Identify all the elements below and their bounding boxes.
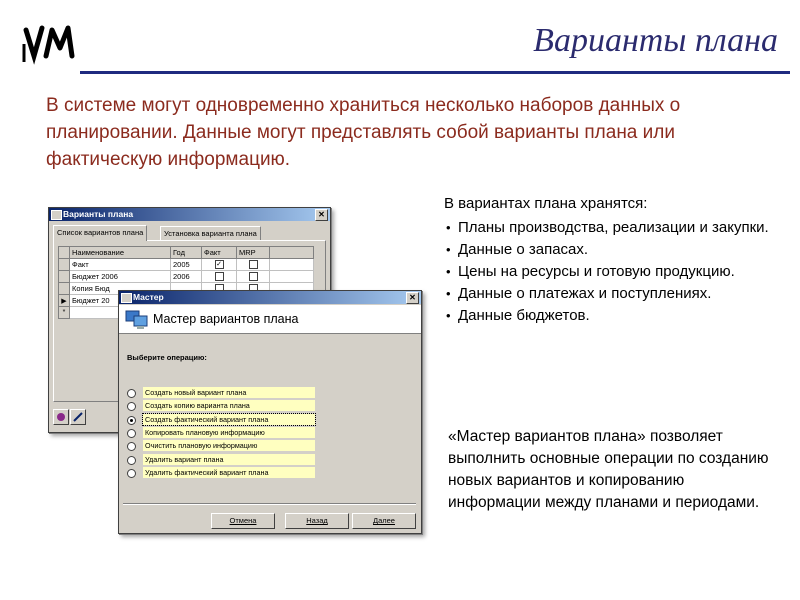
row-selector[interactable] [59,271,70,283]
cancel-button[interactable]: Отмена [211,513,275,529]
plan-list-item: • Данные о запасах. [446,240,776,259]
column-header-fact[interactable]: Факт [202,247,237,259]
operation-label: Копировать плановую информацию [143,427,315,438]
row-selector[interactable] [59,307,70,319]
fact-checkbox[interactable]: ✓ [216,261,222,269]
row-selector[interactable] [59,259,70,271]
mrp-checkbox[interactable] [249,260,258,269]
plan-list-item: • Данные бюджетов. [446,306,776,325]
radio-button[interactable] [127,469,136,478]
variants-window-title: Варианты плана [63,209,134,219]
network-computers-icon [125,308,149,330]
variant-name: Копия Бюд [72,284,110,293]
row-selector-header [59,247,70,259]
wizard-heading: Мастер вариантов плана [153,312,299,326]
variant-year: 2005 [173,260,190,269]
column-header-name[interactable]: Наименование [70,247,171,259]
cell-mrp [237,271,270,283]
intro-text: В системе могут одновременно храниться несколько наборов данных о планировании. Данные могут представлять собой варианты плана или фактическую информацию. [46,95,681,170]
radio-button[interactable] [127,442,136,451]
row-marker: ▶ [61,297,67,305]
radio-button[interactable] [127,416,136,425]
radio-button[interactable] [127,429,136,438]
operation-label: Создать копию варианта плана [143,400,315,411]
fact-checkbox[interactable] [215,272,224,281]
row-selector[interactable] [59,295,70,307]
radio-button[interactable] [127,456,136,465]
cell-filler [270,259,314,271]
wizard-titlebar[interactable] [119,291,421,304]
close-icon[interactable]: ✕ [406,292,419,304]
operation-prompt: Выберите операцию: [127,353,207,362]
tab-set-variant[interactable]: Установка варианта плана [160,226,261,240]
radio-button[interactable] [127,389,136,398]
edit-button[interactable] [70,409,86,425]
radio-button[interactable] [127,402,136,411]
operation-label: Очистить плановую информацию [143,440,315,451]
plans-heading: В вариантах плана хранятся: [444,195,648,212]
next-button[interactable]: Далее [352,513,416,529]
column-header-year[interactable]: Год [171,247,202,259]
wizard-description: «Мастер вариантов плана» позволяет выполнить основные операции по созданию новых вариантов и копированию информации между планами и периодами. [448,428,769,511]
slide-title: Варианты плана [533,22,778,59]
operation-label: Создать новый вариант плана [143,387,315,398]
back-button[interactable]: Назад [285,513,349,529]
variant-name: Бюджет 20 [72,296,110,305]
cell-mrp [237,259,270,271]
variant-name: Факт [72,260,89,269]
variant-year: 2006 [173,272,190,281]
wizard-icon [54,410,68,424]
row-marker: * [62,309,66,316]
plans-list [446,218,776,328]
vm-logo [22,16,82,68]
wizard-header [119,305,421,334]
plan-list-item: • Данные о платежах и поступлениях. [446,284,776,303]
row-selector[interactable] [59,283,70,295]
column-header-filler [270,247,314,259]
table-row[interactable] [59,259,314,271]
cell-name[interactable] [70,259,171,271]
operation-label: Создать фактический вариант плана [143,414,315,425]
window-icon [51,210,62,220]
plan-list-item: • Цены на ресурсы и готовую продукцию. [446,262,776,281]
cell-fact [202,271,237,283]
wizard-window [118,290,422,534]
wizard-window-title: Мастер [133,292,164,302]
column-header-mrp[interactable]: MRP [237,247,270,259]
wizard-launch-button[interactable] [53,409,69,425]
button-separator [123,503,416,505]
cell-fact [202,259,237,271]
title-divider [80,71,790,74]
cell-name[interactable] [70,271,171,283]
table-row[interactable] [59,271,314,283]
tab-variants-list[interactable]: Список вариантов плана [53,225,147,241]
plan-list-item: • Планы производства, реализации и закупки. [446,218,776,237]
cell-filler [270,271,314,283]
cell-year[interactable] [171,259,202,271]
pencil-icon [71,410,85,424]
operation-label: Удалить фактический вариант плана [143,467,315,478]
variants-titlebar[interactable] [49,208,330,221]
window-icon [121,293,132,303]
operation-label: Удалить вариант плана [143,454,315,465]
close-icon[interactable]: ✕ [315,209,328,221]
mrp-checkbox[interactable] [249,272,258,281]
cell-year[interactable] [171,271,202,283]
variant-name: Бюджет 2006 [72,272,118,281]
